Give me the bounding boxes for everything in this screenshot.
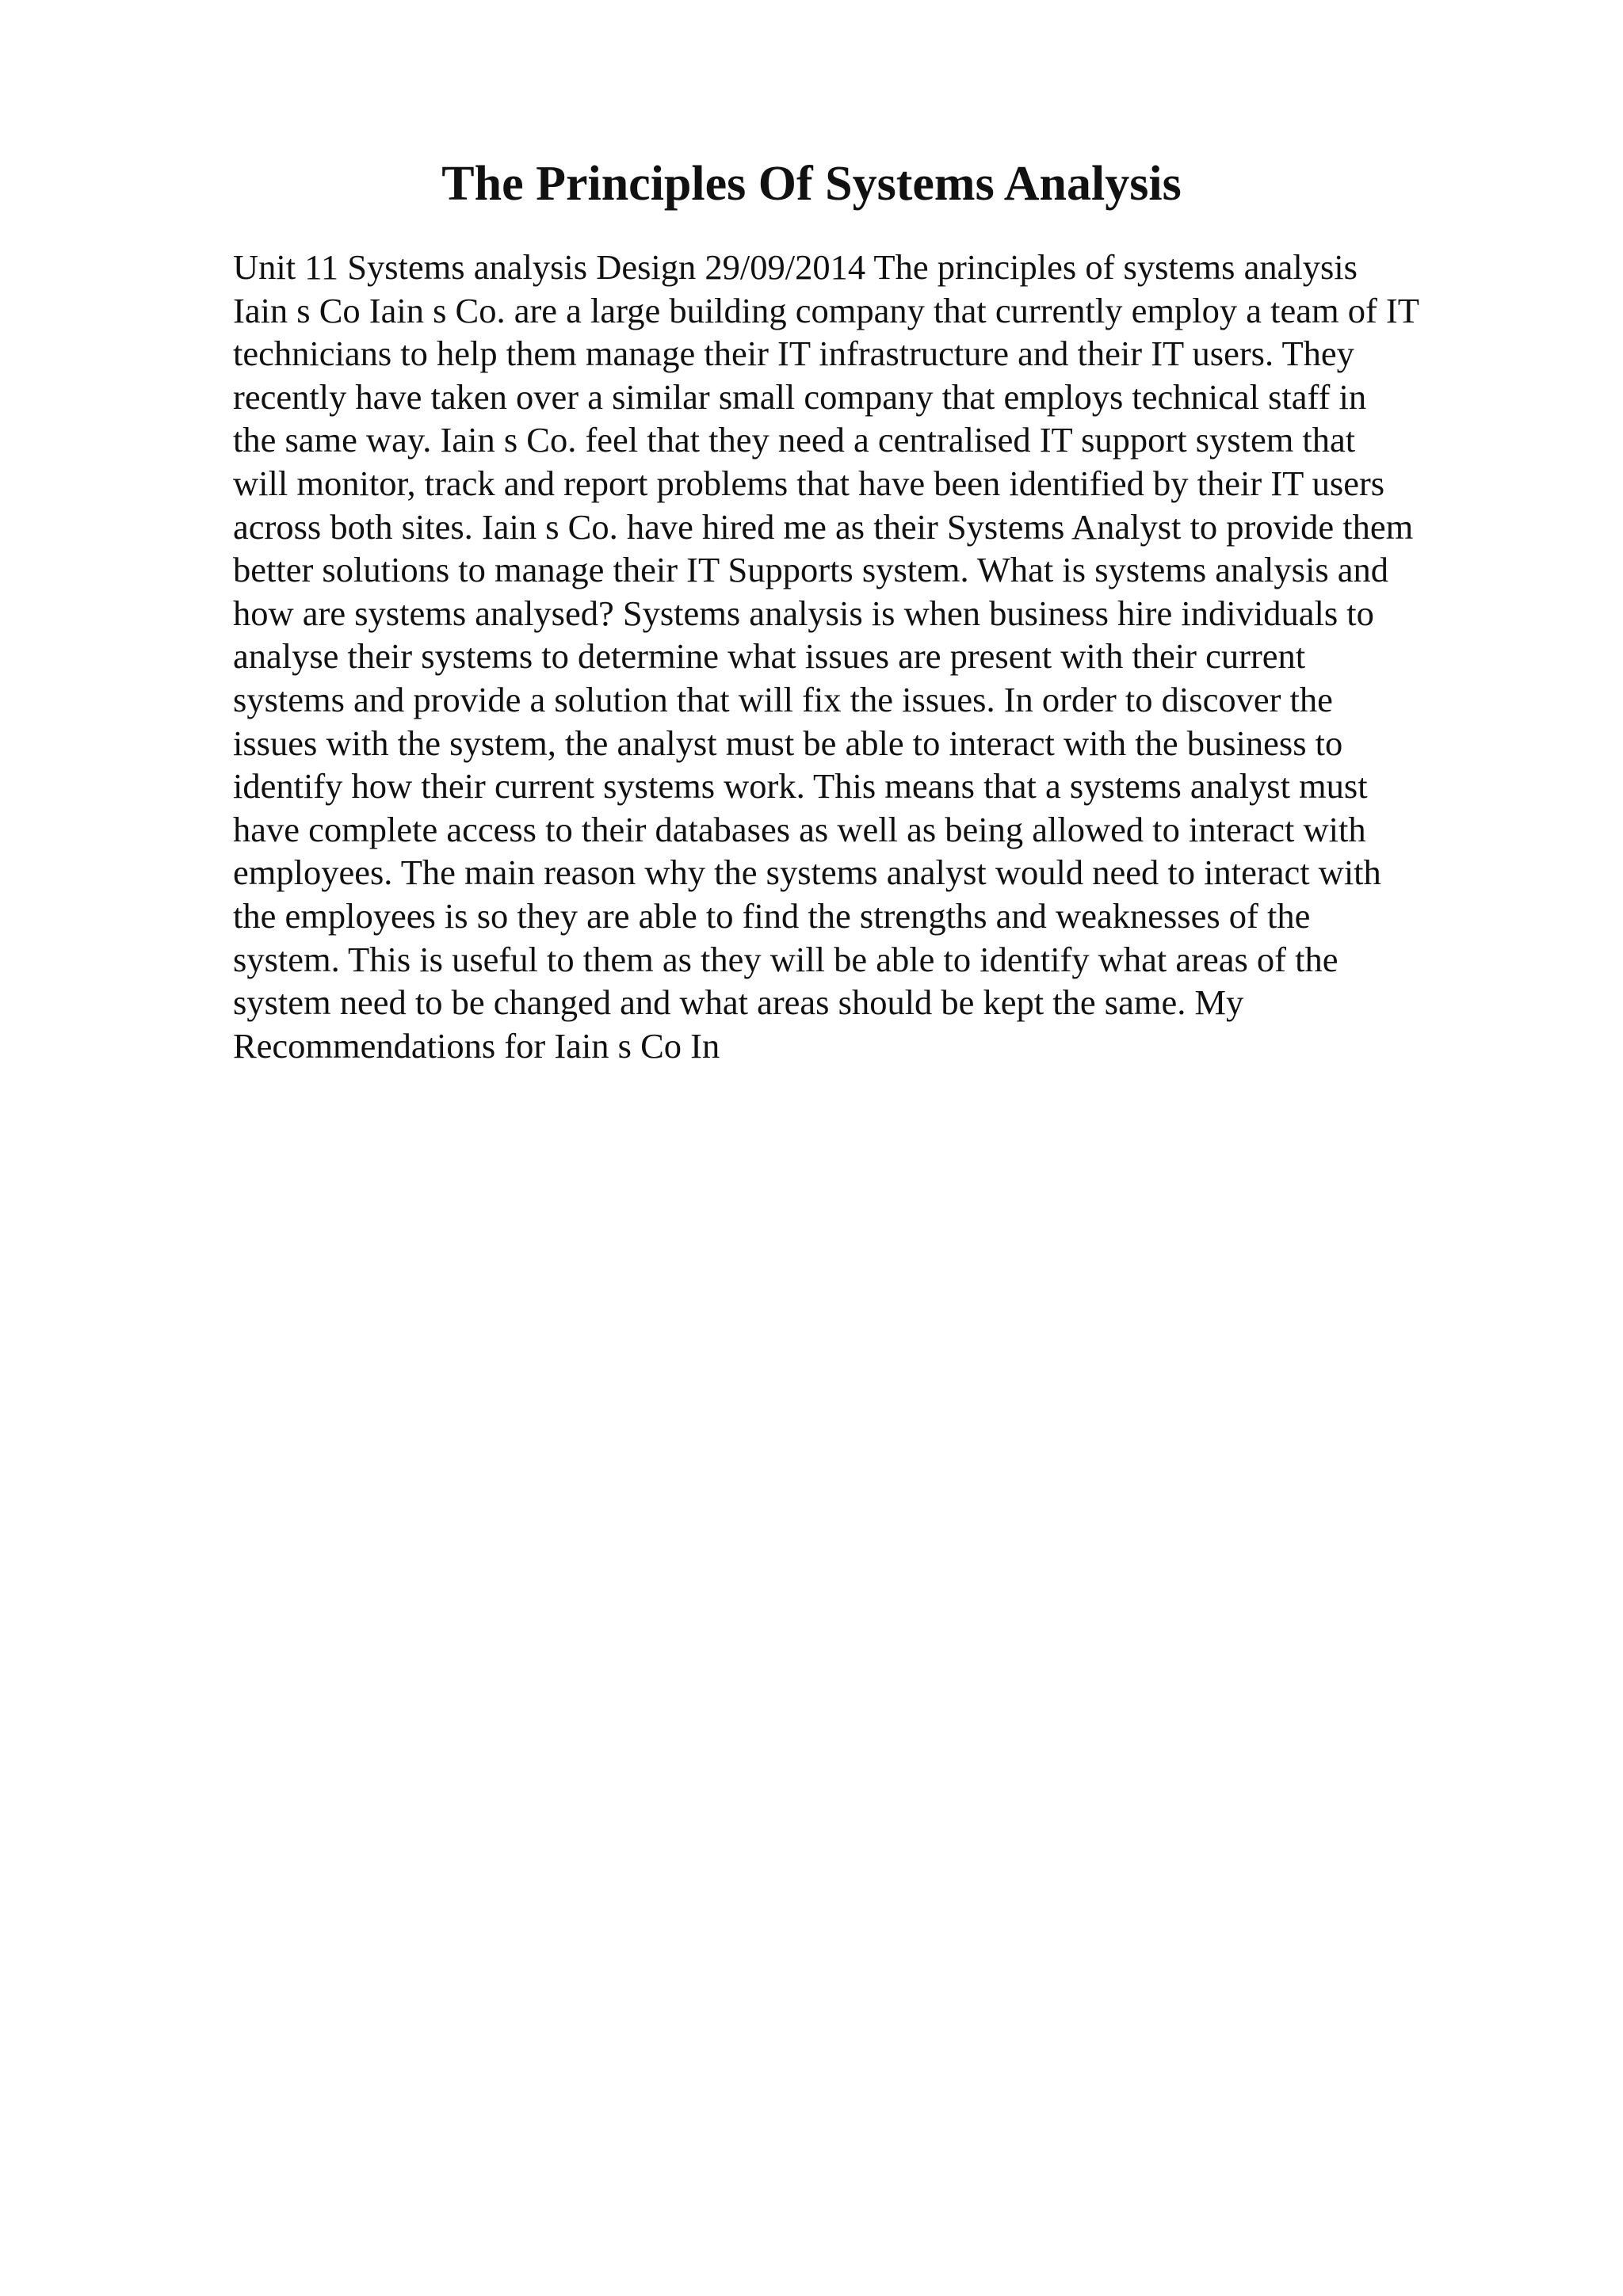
body-line: system. This is useful to them as they will be able to identify what areas of the — [233, 939, 1338, 979]
body-line: systems and provide a solution that will fix the issues. In order to discover the — [233, 679, 1333, 719]
body-line: system need to be changed and what areas should be kept the same. My — [233, 982, 1244, 1023]
body-line: how are systems analysed? Systems analysis is when business hire individuals to — [233, 593, 1374, 633]
body-line: technicians to help them manage their IT infrastructure and their IT users. They — [233, 334, 1354, 374]
document-body — [233, 246, 1485, 1067]
body-line: have complete access to their databases as well as being allowed to interact with — [233, 809, 1366, 849]
body-line: employees. The main reason why the systems analyst would need to interact with — [233, 852, 1381, 893]
body-line: Unit 11 Systems analysis Design 29/09/2014 The principles of systems analysis — [233, 247, 1358, 287]
body-line: recently have taken over a similar small company that employs technical staff in — [233, 376, 1367, 417]
document-title: The Principles Of Systems Analysis — [441, 157, 1182, 211]
body-line: issues with the system, the analyst must be able to interact with the business to — [233, 723, 1343, 763]
body-line: Recommendations for Iain s Co In — [233, 1025, 720, 1066]
body-line: analyse their systems to determine what issues are present with their current — [233, 636, 1306, 677]
body-line: Iain s Co Iain s Co. are a large building company that currently employ a team of IT — [233, 290, 1419, 330]
body-line: the same way. Iain s Co. feel that they need a centralised IT support system that — [233, 420, 1356, 460]
body-line: the employees is so they are able to find the strengths and weaknesses of the — [233, 895, 1311, 936]
body-line: across both sites. Iain s Co. have hired me as their Systems Analyst to provide them — [233, 506, 1414, 547]
body-line: identify how their current systems work. This means that a systems analyst must — [233, 766, 1368, 807]
body-line: better solutions to manage their IT Supports system. What is systems analysis and — [233, 550, 1389, 590]
body-line: will monitor, track and report problems that have been identified by their IT users — [233, 463, 1385, 503]
